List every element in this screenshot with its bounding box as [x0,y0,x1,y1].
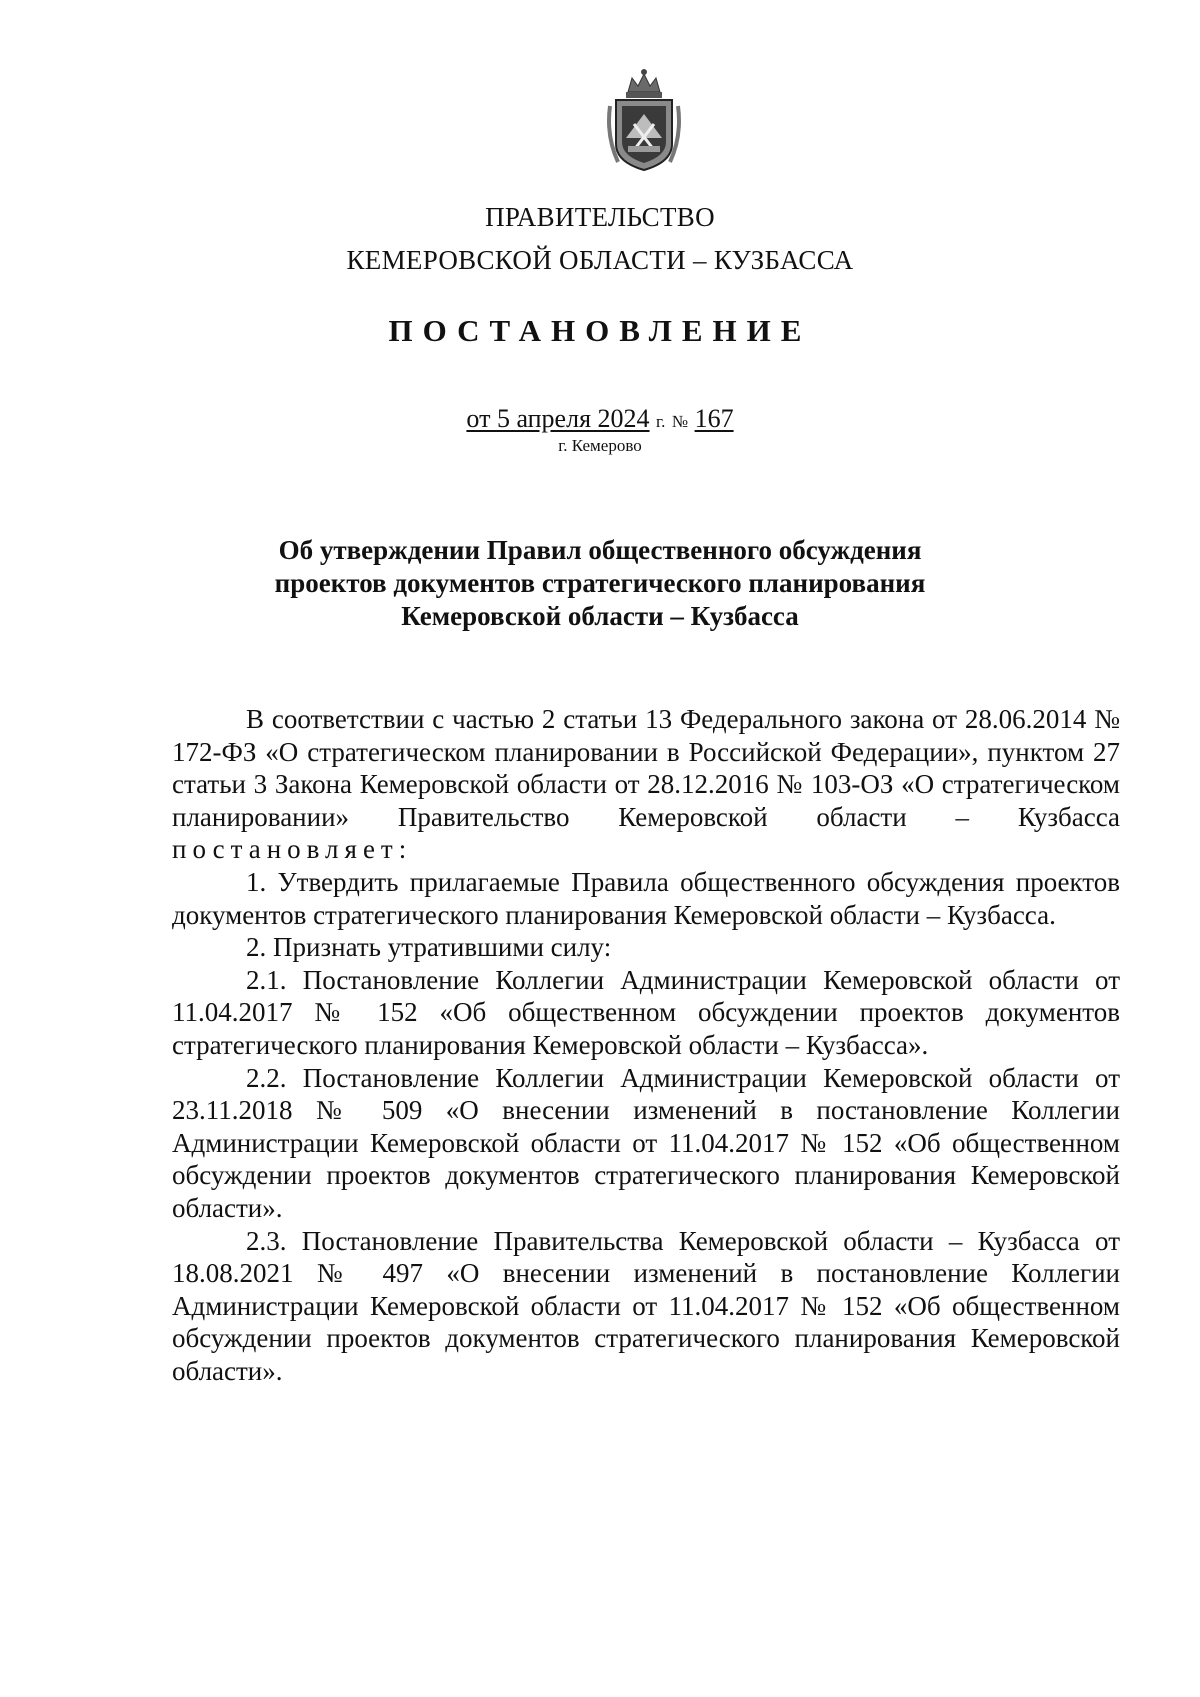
year-suffix: г. [656,412,666,431]
item-2: 2. Признать утратившими силу: [246,932,612,963]
decree-number: 167 [694,404,734,433]
title-line: Кемеровской области – Кузбасса [401,601,799,631]
preamble-text: В соответствии с частью 2 статьи 13 Федерального закона от 28.06.2014 № 172-ФЗ «О стратегическом планировании в Российской Федерации», пунктом 27 статьи 3 Закона Кемеровской области от 28.12.2016 № 103-ОЗ «О стратегическом планировании» Правительство Кемеровской области – Кузбасса [172,704,1120,832]
decree-date: от 5 апреля 2024 [466,404,650,433]
preamble-paragraph [172,703,1120,866]
resolves-word: постановляет [172,834,399,865]
item-2-2: 2.2. Постановление Коллегии Администрации Кемеровской области от 23.11.2018 № 509 «О внесении изменений в постановление Коллегии Администрации Кемеровской области от 11.04.2017 № 152 «Об общественном обсуждении проектов документов стратегического планирования Кемеровской области». [172,1062,1120,1223]
resolves-colon: : [398,834,407,865]
organization-name-line2: КЕМЕРОВСКОЙ ОБЛАСТИ – КУЗБАССА [346,245,854,275]
coat-of-arms-icon [604,66,684,174]
organization-name-line1: ПРАВИТЕЛЬСТВО [485,202,715,232]
item-2-3: 2.3. Постановление Правительства Кемеровской области – Кузбасса от 18.08.2021 № 497 «О внесении изменений в постановление Коллегии Администрации Кемеровской области от 11.04.2017 № 152 «Об общественном обсуждении проектов документов стратегического планирования Кемеровской области». [172,1225,1120,1386]
document-type-heading: ПОСТАНОВЛЕНИЕ [388,313,812,348]
item-1: 1. Утвердить прилагаемые Правила общественного обсуждения проектов документов стратегического планирования Кемеровской области – Кузбасса. [172,866,1120,930]
coat-of-arms-emblem [604,66,684,174]
number-sign: № [671,412,689,431]
document-title [0,534,1200,633]
document-body [172,703,1120,1387]
item-2-1: 2.1. Постановление Коллегии Администрации Кемеровской области от 11.04.2017 № 152 «Об общественном обсуждении проектов документов стратегического планирования Кемеровской области – Кузбасса». [172,964,1120,1060]
title-line: Об утверждении Правил общественного обсуждения [278,535,922,565]
city-label: г. Кемерово [558,436,642,455]
decree-date-number [0,404,1200,434]
title-line: проектов документов стратегического планирования [274,568,926,598]
